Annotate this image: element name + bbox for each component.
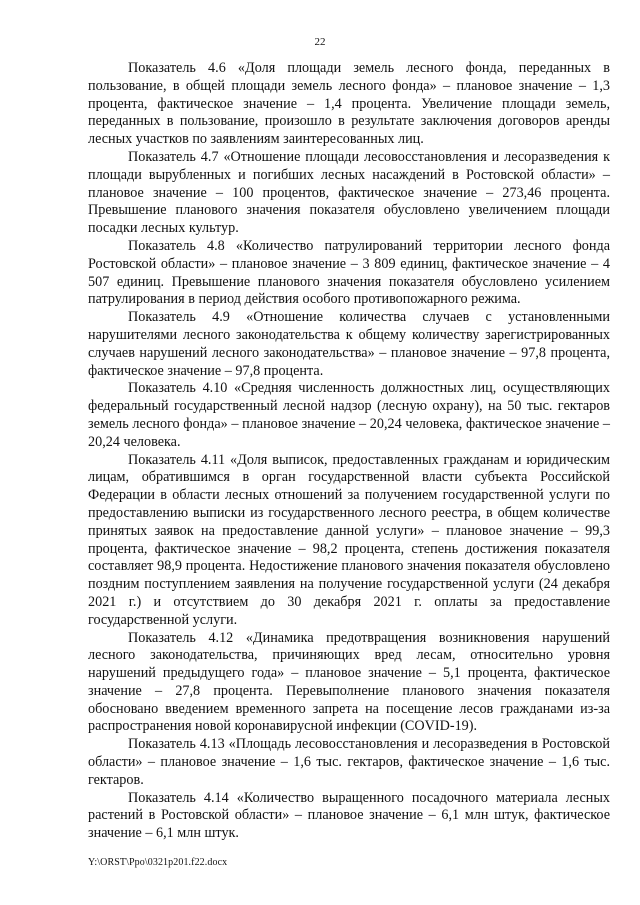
paragraph-indicator-4-10: Показатель 4.10 «Средняя численность должностных лиц, осуществляющих федеральный государственный лесной надзор (лесную охрану), на 50 тыс. гектаров земель лесного фонда» – плановое значение – 20,24 человека, фактическое значение – 20,24 человека.	[88, 380, 610, 450]
paragraph-indicator-4-11: Показатель 4.11 «Доля выписок, предоставленных гражданам и юридическим лицам, обратившимся в орган государственной власти субъекта Российской Федерации в области лесных отношений за получением государственной услуги по предоставлению выписки из государственного лесного реестра, в общем количестве принятых заявок на предоставление данной услуги» – плановое значение – 99,3 процента, фактическое значение – 98,2 процента, степень достижения показателя составляет 98,9 процента. Недостижение планового значения показателя обусловлено поздним поступлением заявления на получение государственной услуги (24 декабря 2021 г.) и отсутствием до 30 декабря 2021 г. оплаты за предоставление государственной услуги.	[88, 451, 610, 628]
paragraph-indicator-4-8: Показатель 4.8 «Количество патрулирований территории лесного фонда Ростовской области» – плановое значение – 3 809 единиц, фактическое значение – 4 507 единиц. Превышение планового значения показателя обусловлено усилением патрулирования в период действия особого противопожарного режима.	[88, 237, 610, 308]
paragraph-indicator-4-13: Показатель 4.13 «Площадь лесовосстановления и лесоразведения в Ростовской области» – плановое значение – 1,6 тыс. гектаров, фактическое значение – 1,6 тыс. гектаров.	[88, 736, 610, 788]
page-number: 22	[314, 36, 326, 48]
paragraph-indicator-4-9: Показатель 4.9 «Отношение количества случаев с установленными нарушителями лесного законодательства к общему количеству зарегистрированных случаев нарушений лесного законодательства» – плановое значение – 97,8 процента, фактическое значение – 97,8 процента.	[88, 309, 610, 379]
paragraph-indicator-4-14: Показатель 4.14 «Количество выращенного посадочного материала лесных растений в Ростовской области» – плановое значение – 6,1 млн штук, фактическое значение – 6,1 млн штук.	[88, 789, 610, 842]
document-body	[88, 60, 610, 843]
paragraph-indicator-4-7: Показатель 4.7 «Отношение площади лесовосстановления и лесоразведения к площади вырубленных и погибших лесных насаждений в Ростовской области» – плановое значение – 100 процентов, фактическое значение – 273,46 процента. Превышение планового значения показателя обусловлено увеличением площади посадки лесных культур.	[88, 148, 610, 237]
paragraph-indicator-4-12: Показатель 4.12 «Динамика предотвращения возникновения нарушений лесного законодательства, причиняющих вред лесам, относительно уровня нарушений предыдущего года» – плановое значение – 5,1 процента, фактическое значение – 27,8 процента. Перевыполнение планового значения показателя обосновано введением временного запрета на посещение лесов гражданами из-за распространения новой коронавирусной инфекции (COVID-19).	[88, 629, 610, 735]
paragraph-indicator-4-6: Показатель 4.6 «Доля площади земель лесного фонда, переданных в пользование, в общей площади земель лесного фонда» – плановое значение – 1,3 процента, фактическое значение – 1,4 процента. Увеличение площади земель, переданных в пользование, произошло в результате заключения договоров аренды лесных участков по заявлениям заинтересованных лиц.	[88, 60, 610, 148]
footer-file-path: Y:\ORST\Ppo\0321p201.f22.docx	[88, 857, 228, 868]
